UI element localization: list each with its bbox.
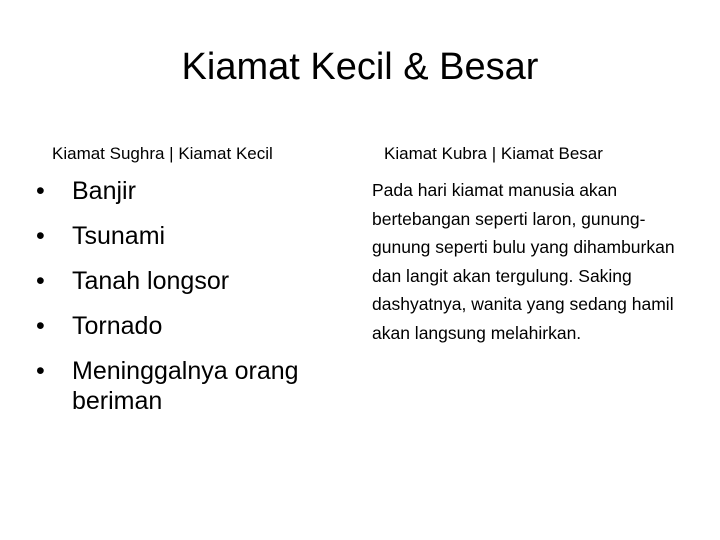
list-item-label: Tornado (72, 312, 163, 340)
left-column-heading: Kiamat Sughra | Kiamat Kecil (52, 144, 273, 163)
list-item (36, 311, 346, 341)
event-list (36, 176, 346, 416)
list-item-label: Tsunami (72, 222, 166, 250)
list-item (36, 176, 346, 206)
bullet-icon: • (36, 177, 45, 205)
list-item-label: Tanah longsor (72, 267, 230, 295)
list-item (36, 221, 346, 251)
slide-title: Kiamat Kecil & Besar (181, 46, 539, 88)
bullet-icon: • (36, 267, 45, 295)
bullet-icon: • (36, 312, 45, 340)
list-item-label: Meninggalnya orang beriman (72, 357, 299, 415)
description-paragraph: Pada hari kiamat manusia akan bertebangan seperti laron, gunung-gunung seperti bulu yang dihamburkan dan langit akan tergulung. Saking dashyatnya, wanita yang sedang hamil akan langsung melahirkan. (372, 180, 675, 343)
list-item (36, 266, 346, 296)
list-item-label: Banjir (72, 177, 136, 205)
right-column-heading: Kiamat Kubra | Kiamat Besar (384, 144, 603, 163)
list-item (36, 356, 346, 416)
bullet-icon: • (36, 222, 45, 250)
bullet-icon: • (36, 357, 45, 385)
